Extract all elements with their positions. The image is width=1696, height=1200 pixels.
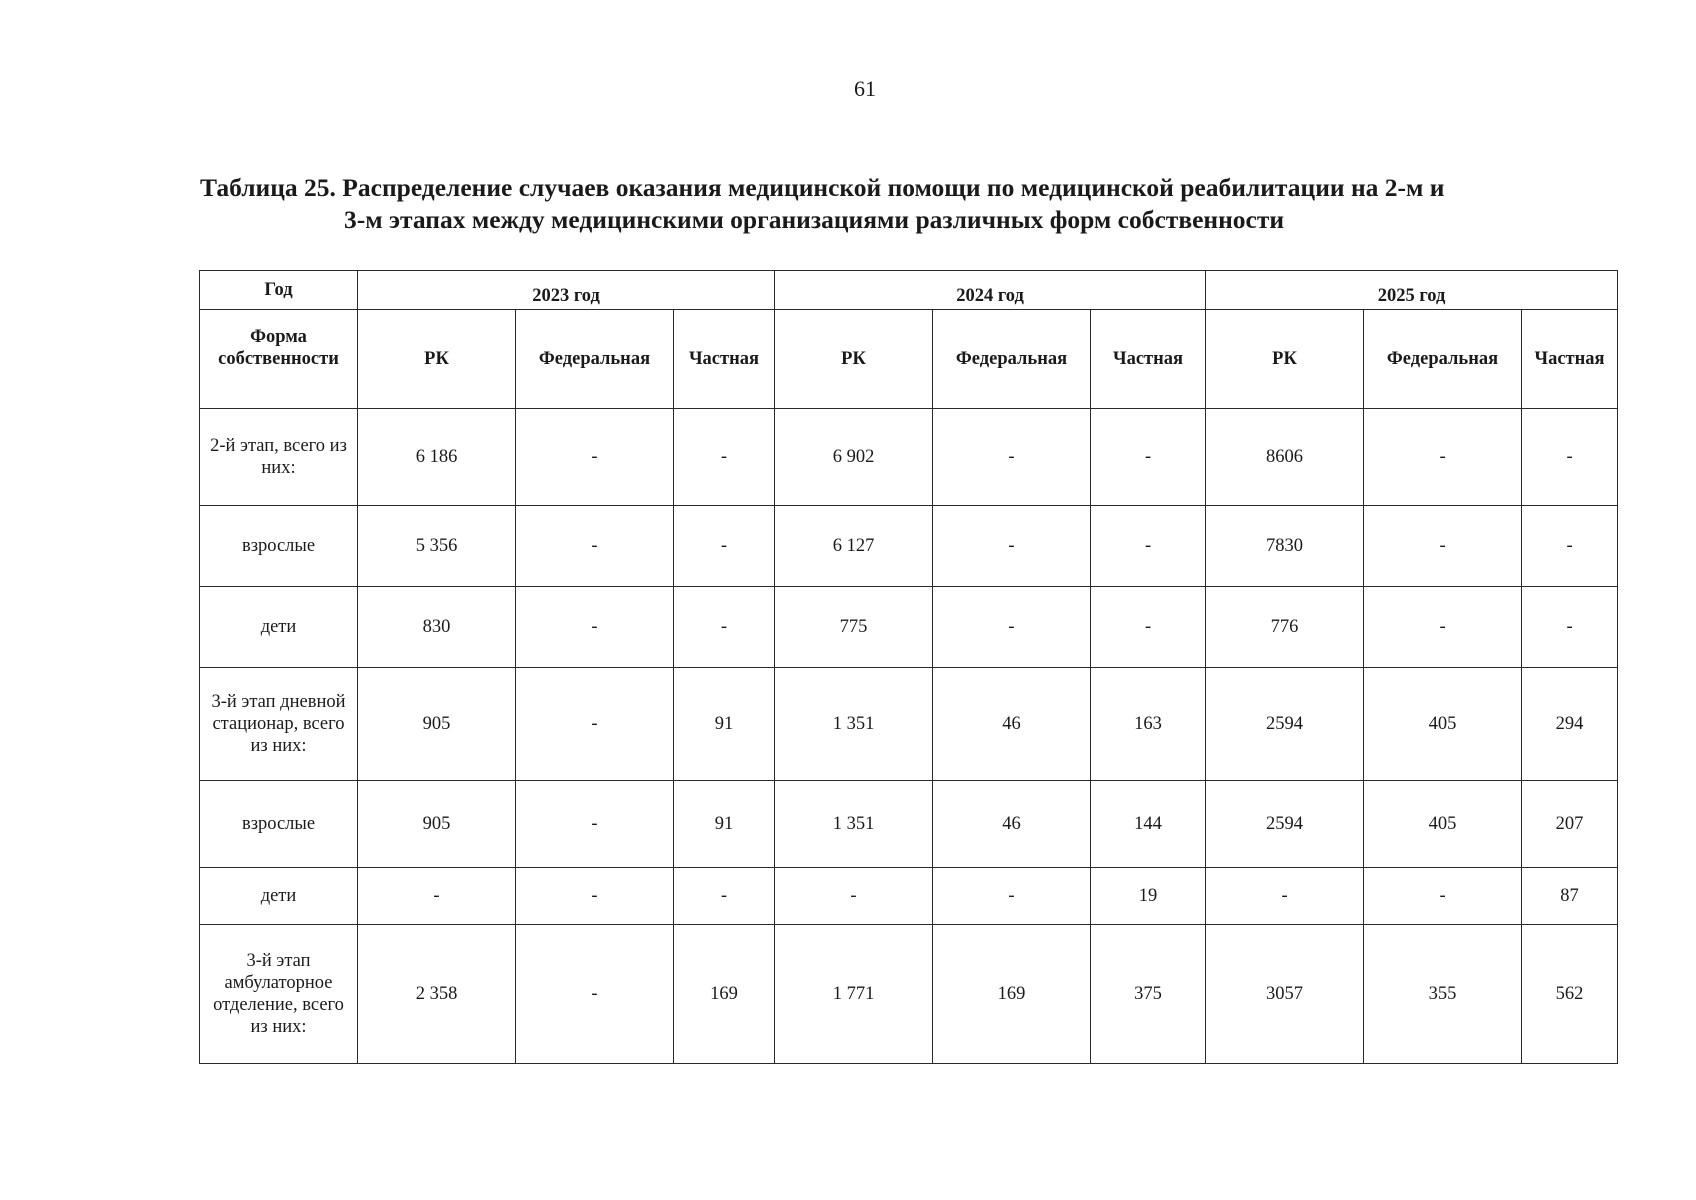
table-cell: 6 127 (775, 506, 933, 587)
table-cell: - (1206, 868, 1364, 925)
table-cell: - (674, 506, 775, 587)
table-cell: - (1364, 409, 1522, 506)
row-label: 3-й этап амбулаторное отделение, всего из них: (200, 925, 358, 1064)
table-row (200, 409, 1618, 506)
column-header-rk: РК (775, 310, 933, 409)
table-cell: - (516, 587, 674, 668)
table-cell: - (1522, 506, 1618, 587)
table-cell: - (1522, 587, 1618, 668)
table-row (200, 587, 1618, 668)
table-cell: 46 (933, 668, 1091, 781)
table-cell: 2594 (1206, 668, 1364, 781)
table-row (200, 781, 1618, 868)
table-cell: - (674, 587, 775, 668)
table-cell: - (1364, 868, 1522, 925)
table-cell: 2594 (1206, 781, 1364, 868)
table-cell: 8606 (1206, 409, 1364, 506)
table-cell: 776 (1206, 587, 1364, 668)
table-cell: 294 (1522, 668, 1618, 781)
table-row (200, 506, 1618, 587)
row-label: дети (200, 868, 358, 925)
table-cell: 355 (1364, 925, 1522, 1064)
table-title (200, 172, 1620, 236)
table-cell: 562 (1522, 925, 1618, 1064)
table-cell: - (516, 668, 674, 781)
column-header-federal: Федеральная (933, 310, 1091, 409)
table-cell: 144 (1091, 781, 1206, 868)
year-2024-header: 2024 год (775, 271, 1206, 310)
table-title-line-2: 3-м этапах между медицинскими организациями различных форм собственности (344, 205, 1285, 234)
table-cell: 87 (1522, 868, 1618, 925)
table-cell: - (1091, 506, 1206, 587)
table-cell: - (933, 868, 1091, 925)
row-label: взрослые (200, 781, 358, 868)
row-label: дети (200, 587, 358, 668)
table-cell: 7830 (1206, 506, 1364, 587)
table-cell: 905 (358, 668, 516, 781)
table-cell: 405 (1364, 668, 1522, 781)
table-cell: 169 (674, 925, 775, 1064)
table-cell: - (1091, 409, 1206, 506)
table-cell: 2 358 (358, 925, 516, 1064)
table-cell: 6 902 (775, 409, 933, 506)
table-cell: 405 (1364, 781, 1522, 868)
table-cell: 775 (775, 587, 933, 668)
table-cell: - (516, 925, 674, 1064)
table-cell: - (674, 868, 775, 925)
table-cell: 163 (1091, 668, 1206, 781)
year-2025-header: 2025 год (1206, 271, 1618, 310)
table-cell: - (674, 409, 775, 506)
table-cell: 91 (674, 668, 775, 781)
table-cell: - (358, 868, 516, 925)
table-cell: - (933, 409, 1091, 506)
table-cell: 830 (358, 587, 516, 668)
table-cell: 1 351 (775, 781, 933, 868)
table-cell: 169 (933, 925, 1091, 1064)
column-header-federal: Федеральная (516, 310, 674, 409)
table-cell: 905 (358, 781, 516, 868)
page-number: 61 (854, 76, 876, 101)
table-cell: - (775, 868, 933, 925)
column-header-private: Частная (674, 310, 775, 409)
ownership-header-row (200, 310, 1618, 409)
row-label: 2-й этап, всего из них: (200, 409, 358, 506)
year-label: Год (200, 271, 358, 310)
distribution-table (199, 270, 1618, 1064)
table-cell: - (933, 506, 1091, 587)
table-cell: 207 (1522, 781, 1618, 868)
table-cell: - (1364, 506, 1522, 587)
column-header-federal: Федеральная (1364, 310, 1522, 409)
table-cell: - (516, 409, 674, 506)
table-row (200, 668, 1618, 781)
table-cell: 5 356 (358, 506, 516, 587)
column-header-rk: РК (358, 310, 516, 409)
table-cell: 3057 (1206, 925, 1364, 1064)
table-cell: - (516, 781, 674, 868)
column-header-private: Частная (1091, 310, 1206, 409)
table-title-line-1: Таблица 25. Распределение случаев оказания медицинской помощи по медицинской реабилитации на 2-м и (200, 173, 1445, 202)
table-cell: - (933, 587, 1091, 668)
row-label: 3-й этап дневной стационар, всего из них: (200, 668, 358, 781)
row-label: взрослые (200, 506, 358, 587)
table-cell: 6 186 (358, 409, 516, 506)
table-cell: 19 (1091, 868, 1206, 925)
table-cell: 46 (933, 781, 1091, 868)
column-header-rk: РК (1206, 310, 1364, 409)
table-cell: - (516, 868, 674, 925)
table-cell: - (1522, 409, 1618, 506)
year-header-row (200, 271, 1618, 310)
table-cell: - (516, 506, 674, 587)
column-header-private: Частная (1522, 310, 1618, 409)
table-row (200, 925, 1618, 1064)
table-cell: 375 (1091, 925, 1206, 1064)
table-cell: 1 771 (775, 925, 933, 1064)
table-row (200, 868, 1618, 925)
table-cell: 1 351 (775, 668, 933, 781)
year-2023-header: 2023 год (358, 271, 775, 310)
table-cell: - (1091, 587, 1206, 668)
table-cell: 91 (674, 781, 775, 868)
ownership-form-label: Форма собственности (200, 310, 358, 409)
table-cell: - (1364, 587, 1522, 668)
